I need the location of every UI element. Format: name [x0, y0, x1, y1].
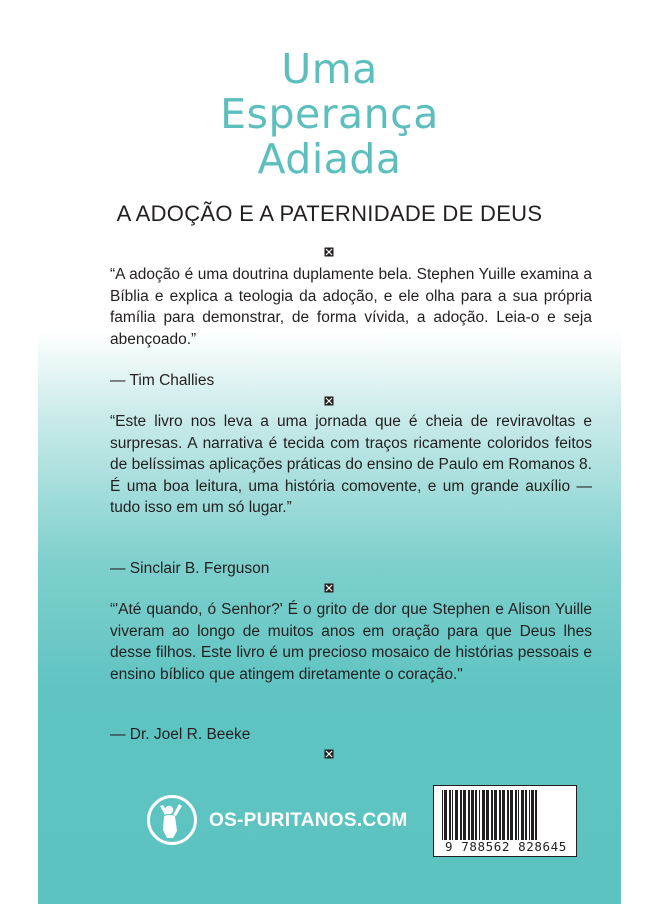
- barcode-bar: [444, 790, 447, 840]
- barcode-bar: [479, 790, 480, 840]
- barcode-bar: [463, 790, 466, 840]
- barcode-bar: [475, 790, 477, 840]
- barcode-bar: [452, 790, 453, 840]
- praying-figure-icon: [150, 798, 194, 842]
- barcode-bars: [434, 790, 576, 842]
- barcode-bar: [471, 790, 474, 840]
- barcode-bar: [518, 790, 519, 840]
- title-line-1: Uma: [281, 45, 378, 93]
- barcode-bar: [491, 790, 493, 840]
- publisher-logo: [147, 795, 197, 845]
- endorsement-author-3: — Dr. Joel R. Beeke: [110, 726, 251, 743]
- endorsement-author-1: — Tim Challies: [110, 372, 215, 389]
- barcode-bar: [468, 790, 470, 840]
- barcode-bar: [502, 790, 505, 840]
- barcode-bar: [486, 790, 489, 840]
- divider-ornament-icon: [324, 247, 334, 257]
- barcode-bar: [521, 790, 524, 840]
- title-line-3: Adiada: [257, 135, 402, 183]
- endorsement-quote-2: “Este livro nos leva a uma jornada que é cheia de reviravoltas e surpresas. A narrativa é tecida com traços ricamente coloridos feitos de belíssimas aplicações práticas do ensino de Paulo em Romanos 8. É uma boa leitura, uma história comovente, e um grande auxílio — tudo isso em um só lugar.”: [110, 413, 592, 516]
- barcode-bar: [449, 790, 451, 840]
- barcode-bar: [494, 790, 497, 840]
- barcode-bar: [455, 790, 458, 840]
- barcode-bar: [482, 790, 485, 840]
- subtitle: A ADOÇÃO E A PATERNIDADE DE DEUS: [116, 201, 543, 226]
- endorsement-quote-1: “A adoção é uma doutrina duplamente bela. Stephen Yuille examina a Bíblia e explica a teologia da adoção, e ele olha para a sua própria família para demonstrar, de forma vívida, a adoção. Leia-o e seja abençoado.”: [110, 266, 592, 348]
- barcode-bar: [460, 790, 462, 840]
- endorsement-author-2: — Sinclair B. Ferguson: [110, 560, 270, 577]
- divider-ornament-icon: [324, 396, 334, 406]
- barcode-bar: [525, 790, 527, 840]
- isbn-barcode: [433, 785, 577, 857]
- barcode-bar: [515, 790, 517, 840]
- barcode-bar: [499, 790, 501, 840]
- barcode-bar: [531, 790, 534, 840]
- barcode-bar: [507, 790, 509, 840]
- barcode-bar: [529, 790, 530, 840]
- barcode-bar: [510, 790, 513, 840]
- divider-ornament-icon: [324, 583, 334, 593]
- divider-ornament-icon: [324, 749, 334, 759]
- book-back-cover: [38, 0, 621, 904]
- isbn-digits: 9 788562 828645: [445, 839, 567, 854]
- endorsement-quote-3: “'Até quando, ó Senhor?' É o grito de dor que Stephen e Alison Yuille viveram ao longo de muitos anos em oração para que Deus lhes desse filhos. Este livro é um precioso mosaico de histórias pessoais e ensino bíblico que atingem diretamente o coração.": [110, 601, 592, 683]
- barcode-bar: [442, 790, 443, 840]
- barcode-bar: [535, 790, 537, 840]
- title-line-2: Esperança: [220, 90, 439, 138]
- publisher-website: OS-PURITANOS.COM: [209, 810, 408, 831]
